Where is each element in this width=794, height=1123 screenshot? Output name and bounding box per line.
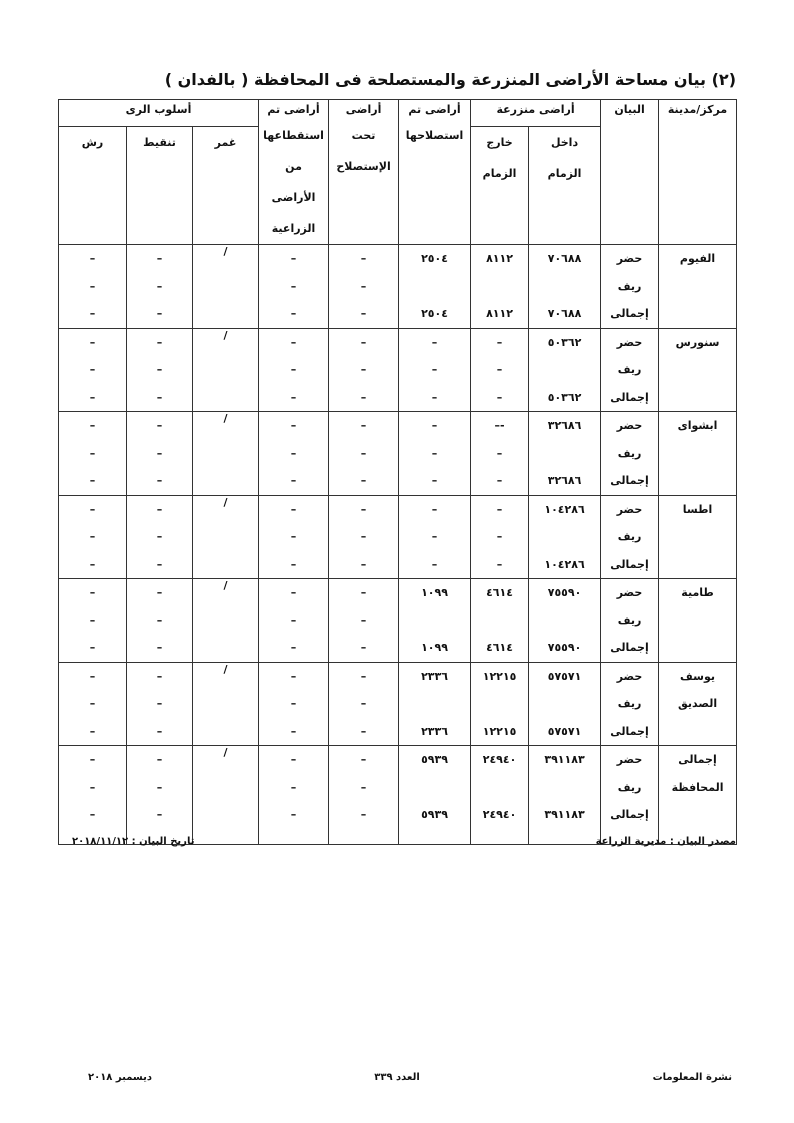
statement-cell xyxy=(601,579,659,663)
city-name: الصديق xyxy=(677,697,718,710)
inside-cell xyxy=(529,579,601,663)
city-name: طامية xyxy=(681,586,714,599)
table-row xyxy=(59,412,737,496)
outside-value: ١٢٢١٥ xyxy=(482,724,517,738)
statement-label: حضر xyxy=(616,502,643,516)
under-value: – xyxy=(360,780,367,794)
under-value: – xyxy=(360,279,367,293)
deducted-cell xyxy=(259,245,329,329)
flood-cell xyxy=(193,412,259,496)
header-city: مركز/مدينة xyxy=(659,100,737,245)
header-cultivated: أراضى منزرعة xyxy=(471,100,601,127)
deducted-cell xyxy=(259,495,329,579)
reclaimed-value: ٢٣٣٦ xyxy=(421,669,448,683)
under-value: – xyxy=(360,724,367,738)
header-inside xyxy=(529,127,601,245)
inside-cell xyxy=(529,662,601,746)
deducted-value: – xyxy=(290,363,297,376)
deducted-value: – xyxy=(290,530,297,543)
under-value: – xyxy=(360,446,367,460)
under-value: – xyxy=(360,502,367,516)
inside-value xyxy=(529,440,600,468)
flood-mark: / xyxy=(223,579,228,592)
header-deducted-line: استقطاعها xyxy=(263,129,324,142)
sprinkler-value: – xyxy=(89,419,96,432)
outside-cell xyxy=(471,746,529,845)
outside-value: – xyxy=(496,557,503,571)
outside-value: – xyxy=(496,363,503,376)
statement-label: حضر xyxy=(616,252,643,265)
drip-cell xyxy=(127,328,193,412)
statement-label: إجمالى xyxy=(610,390,649,404)
sprinkler-value: – xyxy=(89,586,96,599)
deducted-cell xyxy=(259,412,329,496)
under-value: – xyxy=(360,530,367,543)
outside-value: ٨١١٢ xyxy=(486,252,513,265)
land-area-table xyxy=(58,99,737,845)
flood-mark: / xyxy=(223,412,228,425)
publication-month: ديسمبر ٢٠١٨ xyxy=(88,1072,152,1083)
outside-value: ٤٦١٤ xyxy=(486,641,513,654)
drip-value: – xyxy=(156,446,163,460)
sprinkler-cell xyxy=(59,746,127,845)
drip-value: – xyxy=(156,390,163,404)
drip-value: – xyxy=(156,474,163,487)
sprinkler-value: – xyxy=(89,363,96,376)
outside-cell xyxy=(471,328,529,412)
sprinkler-value: – xyxy=(89,252,96,265)
statement-label: إجمالى xyxy=(610,641,649,654)
deducted-value: – xyxy=(290,753,297,766)
city-cell xyxy=(659,579,737,663)
header-deducted-line: الأراضى xyxy=(271,191,316,204)
sprinkler-cell xyxy=(59,495,127,579)
statement-cell xyxy=(601,746,659,845)
sprinkler-value: – xyxy=(89,724,96,738)
drip-cell xyxy=(127,662,193,746)
header-statement: البيان xyxy=(601,100,659,245)
drip-value: – xyxy=(156,335,163,349)
header-reclaimed-line: أراضى تم xyxy=(408,103,461,116)
sprinkler-value: – xyxy=(89,557,96,571)
under-value: – xyxy=(360,641,367,654)
deducted-value: – xyxy=(290,252,297,265)
flood-mark: / xyxy=(223,662,228,676)
statement-label: حضر xyxy=(616,419,643,432)
under-value: – xyxy=(360,586,367,599)
sprinkler-value: – xyxy=(89,697,96,710)
under-value: – xyxy=(360,669,367,683)
header-irrigation: أسلوب الرى xyxy=(59,100,259,127)
header-sprinkler-label: رش xyxy=(81,136,104,150)
reclaimed-value: ٢٥٠٤ xyxy=(421,307,448,320)
city-cell xyxy=(659,412,737,496)
drip-value: – xyxy=(156,753,163,766)
table-row xyxy=(59,245,737,329)
table-row xyxy=(59,746,737,845)
city-name: يوسف xyxy=(680,669,715,683)
header-reclaimed xyxy=(399,100,471,245)
reclaimed-cell xyxy=(399,328,471,412)
reclaimed-value: – xyxy=(431,530,438,543)
drip-cell xyxy=(127,579,193,663)
reclaimed-value: – xyxy=(431,335,438,349)
statement-label: إجمالى xyxy=(610,474,649,487)
reclaimed-value xyxy=(399,273,470,301)
inside-value: ١٠٤٢٨٦ xyxy=(544,557,585,571)
outside-value xyxy=(471,273,528,301)
table-row xyxy=(59,328,737,412)
under-value: – xyxy=(360,557,367,571)
under-cell xyxy=(329,495,399,579)
city-name: ابشواى xyxy=(677,419,718,432)
under-value: – xyxy=(360,808,367,821)
statement-cell xyxy=(601,328,659,412)
deducted-value: – xyxy=(290,724,297,738)
reclaimed-cell xyxy=(399,746,471,845)
sprinkler-value: – xyxy=(89,307,96,320)
flood-cell xyxy=(193,662,259,746)
header-outside-line: خارج xyxy=(486,136,513,150)
flood-mark: / xyxy=(223,328,228,342)
city-cell xyxy=(659,746,737,845)
under-cell xyxy=(329,579,399,663)
table-row xyxy=(59,579,737,663)
sprinkler-value: – xyxy=(89,613,96,627)
drip-value: – xyxy=(156,557,163,571)
outside-value: ٢٤٩٤٠ xyxy=(482,753,517,766)
deducted-value: – xyxy=(290,307,297,320)
deducted-cell xyxy=(259,662,329,746)
outside-cell xyxy=(471,245,529,329)
drip-value: – xyxy=(156,279,163,293)
city-name: اطسا xyxy=(682,502,713,516)
city-cell xyxy=(659,245,737,329)
reclaimed-value xyxy=(399,690,470,718)
inside-cell xyxy=(529,495,601,579)
inside-cell xyxy=(529,328,601,412)
inside-value: ٧٠٦٨٨ xyxy=(547,307,582,320)
reclaimed-cell xyxy=(399,412,471,496)
sprinkler-value: – xyxy=(89,753,96,766)
under-cell xyxy=(329,245,399,329)
statement-label: ريف xyxy=(617,780,642,794)
reclaimed-value xyxy=(399,774,470,802)
deducted-value: – xyxy=(290,669,297,683)
under-value: – xyxy=(360,697,367,710)
drip-value: – xyxy=(156,724,163,738)
statement-label: إجمالى xyxy=(610,557,649,571)
sprinkler-cell xyxy=(59,245,127,329)
publication-name: نشرة المعلومات xyxy=(652,1072,732,1083)
city-name: المحافظة xyxy=(671,780,724,794)
drip-value: – xyxy=(156,252,163,265)
header-flood-label: غمر xyxy=(214,136,237,150)
under-value: – xyxy=(360,335,367,349)
drip-value: – xyxy=(156,307,163,320)
drip-value: – xyxy=(156,419,163,432)
outside-value: -– xyxy=(494,419,505,432)
reclaimed-value: – xyxy=(431,502,438,516)
sprinkler-cell xyxy=(59,412,127,496)
header-deducted-line: من xyxy=(285,160,302,173)
data-date-note: تاريخ البيان : ٢٠١٨/١١/١٢ xyxy=(72,836,195,847)
reclaimed-value: ٥٩٣٩ xyxy=(421,753,448,766)
outside-value: ٨١١٢ xyxy=(486,307,513,320)
inside-cell xyxy=(529,412,601,496)
under-value: – xyxy=(360,363,367,376)
outside-cell xyxy=(471,579,529,663)
drip-value: – xyxy=(156,780,163,794)
city-name: سنورس xyxy=(675,335,720,349)
inside-value: ٥٧٥٧١ xyxy=(547,724,582,738)
statement-cell xyxy=(601,495,659,579)
outside-cell xyxy=(471,412,529,496)
under-value: – xyxy=(360,390,367,404)
sprinkler-cell xyxy=(59,328,127,412)
reclaimed-value: – xyxy=(431,446,438,460)
outside-value xyxy=(471,774,528,802)
deducted-value: – xyxy=(290,419,297,432)
reclaimed-value: ٢٥٠٤ xyxy=(421,252,448,265)
drip-value: – xyxy=(156,808,163,821)
deducted-value: – xyxy=(290,697,297,710)
inside-cell xyxy=(529,746,601,845)
city-cell xyxy=(659,328,737,412)
drip-cell xyxy=(127,746,193,845)
drip-value: – xyxy=(156,586,163,599)
statement-label: ريف xyxy=(617,697,642,710)
sprinkler-value: – xyxy=(89,780,96,794)
sprinkler-cell xyxy=(59,579,127,663)
inside-value xyxy=(529,774,600,802)
deducted-value: – xyxy=(290,446,297,460)
under-value: – xyxy=(360,419,367,432)
statement-label: ريف xyxy=(617,613,642,627)
reclaimed-value: – xyxy=(431,419,438,432)
flood-mark: / xyxy=(223,245,228,258)
outside-value: – xyxy=(496,502,503,516)
drip-value: – xyxy=(156,641,163,654)
statement-label: حضر xyxy=(616,335,643,349)
reclaimed-cell xyxy=(399,245,471,329)
deducted-value: – xyxy=(290,613,297,627)
sprinkler-value: – xyxy=(89,390,96,404)
table-row xyxy=(59,495,737,579)
inside-value xyxy=(529,356,600,384)
reclaimed-value: – xyxy=(431,390,438,404)
flood-cell xyxy=(193,579,259,663)
sprinkler-value: – xyxy=(89,808,96,821)
flood-cell xyxy=(193,746,259,845)
sprinkler-value: – xyxy=(89,502,96,516)
drip-value: – xyxy=(156,530,163,543)
statement-label: حضر xyxy=(616,669,643,683)
drip-value: – xyxy=(156,363,163,376)
outside-value xyxy=(471,690,528,718)
inside-value: ٣٩١١٨٣ xyxy=(544,753,585,766)
inside-value: ٧٥٥٩٠ xyxy=(547,586,582,599)
header-under-line: أراضى xyxy=(345,103,382,116)
under-value: – xyxy=(360,613,367,627)
reclaimed-value: ١٠٩٩ xyxy=(421,641,448,654)
table-row xyxy=(59,662,737,746)
inside-cell xyxy=(529,245,601,329)
deducted-cell xyxy=(259,746,329,845)
deducted-cell xyxy=(259,579,329,663)
inside-value: ٥٠٣٦٢ xyxy=(547,390,582,404)
drip-cell xyxy=(127,412,193,496)
outside-cell xyxy=(471,662,529,746)
flood-cell xyxy=(193,495,259,579)
statement-label: ريف xyxy=(617,363,642,376)
statement-label: حضر xyxy=(616,753,643,766)
deducted-value: – xyxy=(290,641,297,654)
inside-value: ٣٢٦٨٦ xyxy=(547,474,582,487)
inside-value: ٧٥٥٩٠ xyxy=(547,641,582,654)
outside-value: ١٢٢١٥ xyxy=(482,669,517,683)
city-name: إجمالى xyxy=(678,753,717,766)
inside-value xyxy=(529,273,600,301)
statement-label: حضر xyxy=(616,586,643,599)
reclaimed-cell xyxy=(399,579,471,663)
outside-value: – xyxy=(496,530,503,543)
inside-value xyxy=(529,523,600,551)
reclaimed-value: ١٠٩٩ xyxy=(421,586,448,599)
header-deducted-line: الزراعية xyxy=(271,222,316,235)
header-inside-line: داخل xyxy=(550,136,579,150)
deducted-value: – xyxy=(290,335,297,349)
statement-label: ريف xyxy=(617,279,642,293)
sprinkler-value: – xyxy=(89,641,96,654)
under-value: – xyxy=(360,252,367,265)
deducted-value: – xyxy=(290,474,297,487)
under-value: – xyxy=(360,474,367,487)
inside-value: ٣٢٦٨٦ xyxy=(547,419,582,432)
sprinkler-cell xyxy=(59,662,127,746)
inside-value: ١٠٤٢٨٦ xyxy=(544,502,585,516)
under-value: – xyxy=(360,753,367,766)
under-cell xyxy=(329,328,399,412)
inside-value xyxy=(529,690,600,718)
flood-cell xyxy=(193,328,259,412)
header-flood xyxy=(193,127,259,245)
deducted-value: – xyxy=(290,586,297,599)
drip-value: – xyxy=(156,669,163,683)
reclaimed-value: – xyxy=(431,557,438,571)
outside-value: ٢٤٩٤٠ xyxy=(482,808,517,821)
header-inside-line: الزمام xyxy=(547,167,582,181)
flood-mark: / xyxy=(223,495,228,509)
header-deducted-line: أراضى تم xyxy=(267,103,320,116)
drip-cell xyxy=(127,245,193,329)
outside-value: – xyxy=(496,474,503,487)
outside-cell xyxy=(471,495,529,579)
header-drip-label: تنقيط xyxy=(143,136,176,150)
inside-value: ٥٠٣٦٢ xyxy=(547,335,582,349)
inside-value: ٣٩١١٨٣ xyxy=(544,808,585,821)
city-name: الفيوم xyxy=(679,252,716,265)
header-under-line: تحت xyxy=(351,129,376,142)
statement-label: إجمالى xyxy=(610,307,649,320)
reclaimed-cell xyxy=(399,662,471,746)
outside-value: – xyxy=(496,446,503,460)
reclaimed-cell xyxy=(399,495,471,579)
under-cell xyxy=(329,746,399,845)
header-outside xyxy=(471,127,529,245)
statement-label: ريف xyxy=(617,530,642,543)
sprinkler-value: – xyxy=(89,474,96,487)
reclaimed-value: ٢٣٣٦ xyxy=(421,724,448,738)
outside-value: – xyxy=(496,390,503,404)
reclaimed-value: – xyxy=(431,363,438,376)
drip-value: – xyxy=(156,697,163,710)
header-drip xyxy=(127,127,193,245)
inside-value: ٥٧٥٧١ xyxy=(547,669,582,683)
deducted-cell xyxy=(259,328,329,412)
deducted-value: – xyxy=(290,502,297,516)
sprinkler-value: – xyxy=(89,279,96,293)
statement-cell xyxy=(601,412,659,496)
reclaimed-value: – xyxy=(431,474,438,487)
statement-label: إجمالى xyxy=(610,724,649,738)
outside-value xyxy=(471,607,528,635)
deducted-value: – xyxy=(290,279,297,293)
city-cell xyxy=(659,662,737,746)
drip-cell xyxy=(127,495,193,579)
drip-value: – xyxy=(156,502,163,516)
under-cell xyxy=(329,662,399,746)
inside-value: ٧٠٦٨٨ xyxy=(547,252,582,265)
outside-value: ٤٦١٤ xyxy=(486,586,513,599)
header-outside-line: الزمام xyxy=(482,167,517,181)
under-cell xyxy=(329,412,399,496)
under-value: – xyxy=(360,307,367,320)
statement-label: ريف xyxy=(617,446,642,460)
outside-value: – xyxy=(496,335,503,349)
reclaimed-value: ٥٩٣٩ xyxy=(421,808,448,821)
statement-label: إجمالى xyxy=(610,808,649,821)
statement-cell xyxy=(601,245,659,329)
data-source-note: مصدر البيان : مديرية الزراعة xyxy=(595,836,736,847)
table-body xyxy=(59,245,737,845)
header-deducted xyxy=(259,100,329,245)
inside-value xyxy=(529,607,600,635)
statement-cell xyxy=(601,662,659,746)
sprinkler-value: – xyxy=(89,530,96,543)
flood-mark: / xyxy=(223,746,228,759)
header-reclaimed-line: استصلاحها xyxy=(405,129,464,142)
header-under-line: الإستصلاح xyxy=(336,160,391,173)
issue-number: العدد ٣٣٩ xyxy=(374,1072,420,1083)
reclaimed-value xyxy=(399,607,470,635)
sprinkler-value: – xyxy=(89,335,96,349)
city-cell xyxy=(659,495,737,579)
drip-value: – xyxy=(156,613,163,627)
flood-cell xyxy=(193,245,259,329)
sprinkler-value: – xyxy=(89,446,96,460)
header-sprinkler xyxy=(59,127,127,245)
header-under-reclamation xyxy=(329,100,399,245)
deducted-value: – xyxy=(290,780,297,794)
deducted-value: – xyxy=(290,808,297,821)
deducted-value: – xyxy=(290,557,297,571)
page-title: (٢) بيان مساحة الأراضى المنزرعة والمستصلحة فى المحافظة ( بالفدان ) xyxy=(164,70,736,89)
deducted-value: – xyxy=(290,390,297,404)
sprinkler-value: – xyxy=(89,669,96,683)
